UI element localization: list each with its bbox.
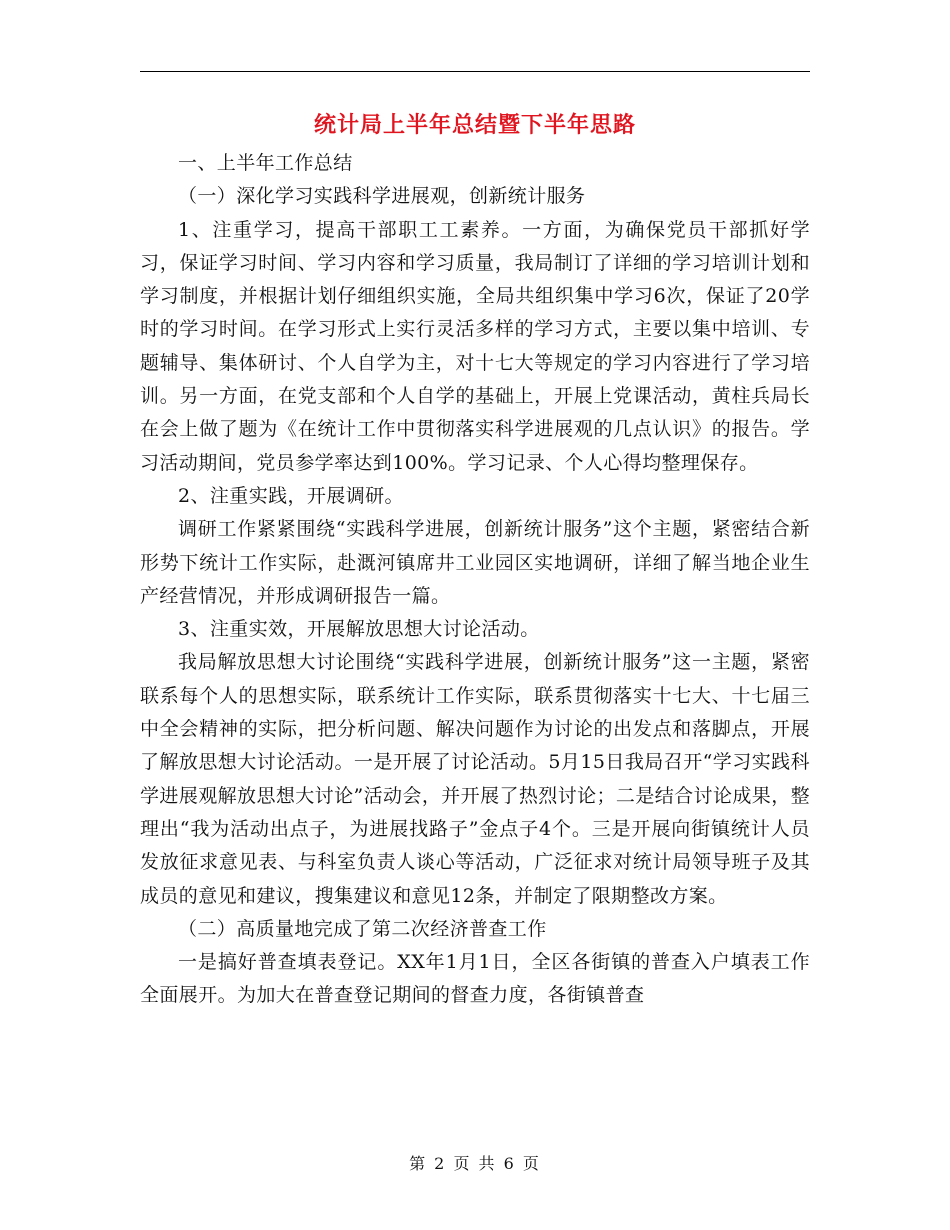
heading-effectiveness: 3、注重实效，开展解放思想大讨论活动。 [178,618,540,641]
page-number: 第 2 页 共 6 页 [409,1154,541,1173]
paragraph-discussion: 我局解放思想大讨论围绕“实践科学进展，创新统计服务”这一主题，紧密联系每个人的思想实际，联系统计工作实际，联系贯彻落实十七大、十七届三中全会精神的实际，把分析问题、解决问题作为讨论的出发点和落脚点，开展了解放思想大讨论活动。一是开展了讨论活动。5月15日我局召开“学习实践科学进展观解放思想大讨论”活动会，并开展了热烈讨论；二是结合讨论成果，整理出“我为活动出点子，为进展找路子”金点子4个。三是开展向街镇统计人员发放征求意见表、与科室负责人谈心等活动，广泛征求对统计局领导班子及其成员的意见和建议，搜集建议和意见12条，并制定了限期整改方案。 [140,651,810,907]
document-body [140,147,810,1013]
paragraph-census: 一是搞好普查填表登记。XX年1月1日，全区各街镇的普查入户填表工作全面展开。为加大在普查登记期间的督查力度，各街镇普查 [140,951,810,1007]
header-rule [140,71,810,72]
paragraph-study: 1、注重学习，提高干部职工工素养。一方面，为确保党员干部抓好学习，保证学习时间、学习内容和学习质量，我局制订了详细的学习培训计划和学习制度，并根据计划仔细组织实施，全局共组织集中学习6次，保证了20学时的学习时间。在学习形式上实行灵活多样的学习方式，主要以集中培训、专题辅导、集体研讨、个人自学为主，对十七大等规定的学习内容进行了学习培训。另一方面，在党支部和个人自学的基础上，开展上党课活动，黄柱兵局长在会上做了题为《在统计工作中贯彻落实科学进展观的几点认识》的报告。学习活动期间，党员参学率达到100%。学习记录、个人心得均整理保存。 [140,218,810,474]
heading-section-1: 一、上半年工作总结 [178,152,353,174]
heading-practice: 2、注重实践，开展调研。 [178,484,404,507]
heading-subsection-1: （一）深化学习实践科学进展观，创新统计服务 [178,185,586,208]
paragraph-research: 调研工作紧紧围绕“实践科学进展，创新统计服务”这个主题，紧密结合新形势下统计工作实际，赴溉河镇席井工业园区实地调研，详细了解当地企业生产经营情况，并形成调研报告一篇。 [140,518,810,607]
document-title: 统计局上半年总结暨下半年思路 [313,112,636,138]
heading-subsection-2: （二）高质量地完成了第二次经济普查工作 [178,917,547,940]
